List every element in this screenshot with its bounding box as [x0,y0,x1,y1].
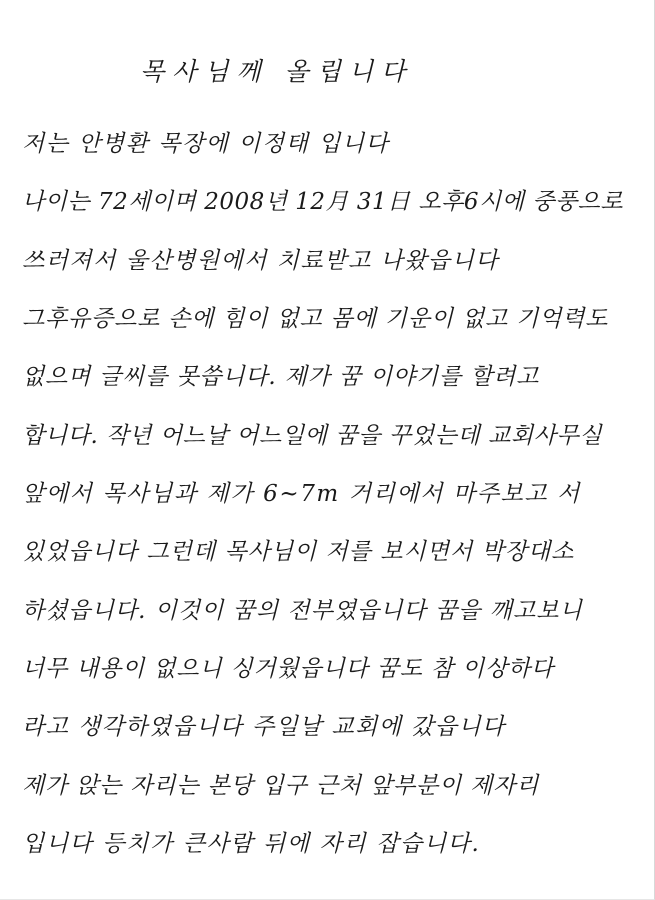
letter-line: 앞에서 목사님과 제가 6~7m 거리에서 마주보고 서 [22,481,581,507]
letter-line: 합니다. 작년 어느날 어느일에 꿈을 꾸었는데 교회사무실 [22,423,603,449]
letter-line: 저는 안병환 목장에 이정태 입니다 [22,131,390,157]
letter-line: 나이는 72세이며 2008년 12月 31日 오후6시에 중풍으로 [22,189,624,215]
letter-line: 없으며 글씨를 못씁니다. 제가 꿈 이야기를 할려고 [22,364,540,390]
letter-line: 라고 생각하였읍니다 주일날 교회에 갔읍니다 [22,714,506,740]
letter-line: 제가 앉는 자리는 본당 입구 근처 앞부분이 제자리 [22,773,540,799]
letter-line: 있었읍니다 그런데 목사님이 저를 보시면서 박장대소 [22,539,575,565]
letter-line: 하셨읍니다. 이것이 꿈의 전부였읍니다 꿈을 깨고보니 [22,598,583,624]
letter-line: 너무 내용이 없으니 싱거웠읍니다 꿈도 참 이상하다 [22,656,555,682]
letter-line: 그후유증으로 손에 힘이 없고 몸에 기운이 없고 기억력도 [22,306,609,332]
letter-line: 쓰러져서 울산병원에서 치료받고 나왔읍니다 [22,248,500,274]
letter-line: 입니다 등치가 큰사람 뒤에 자리 잡습니다. [22,831,481,857]
letter-title: 목사님께 올립니다 [140,57,414,86]
